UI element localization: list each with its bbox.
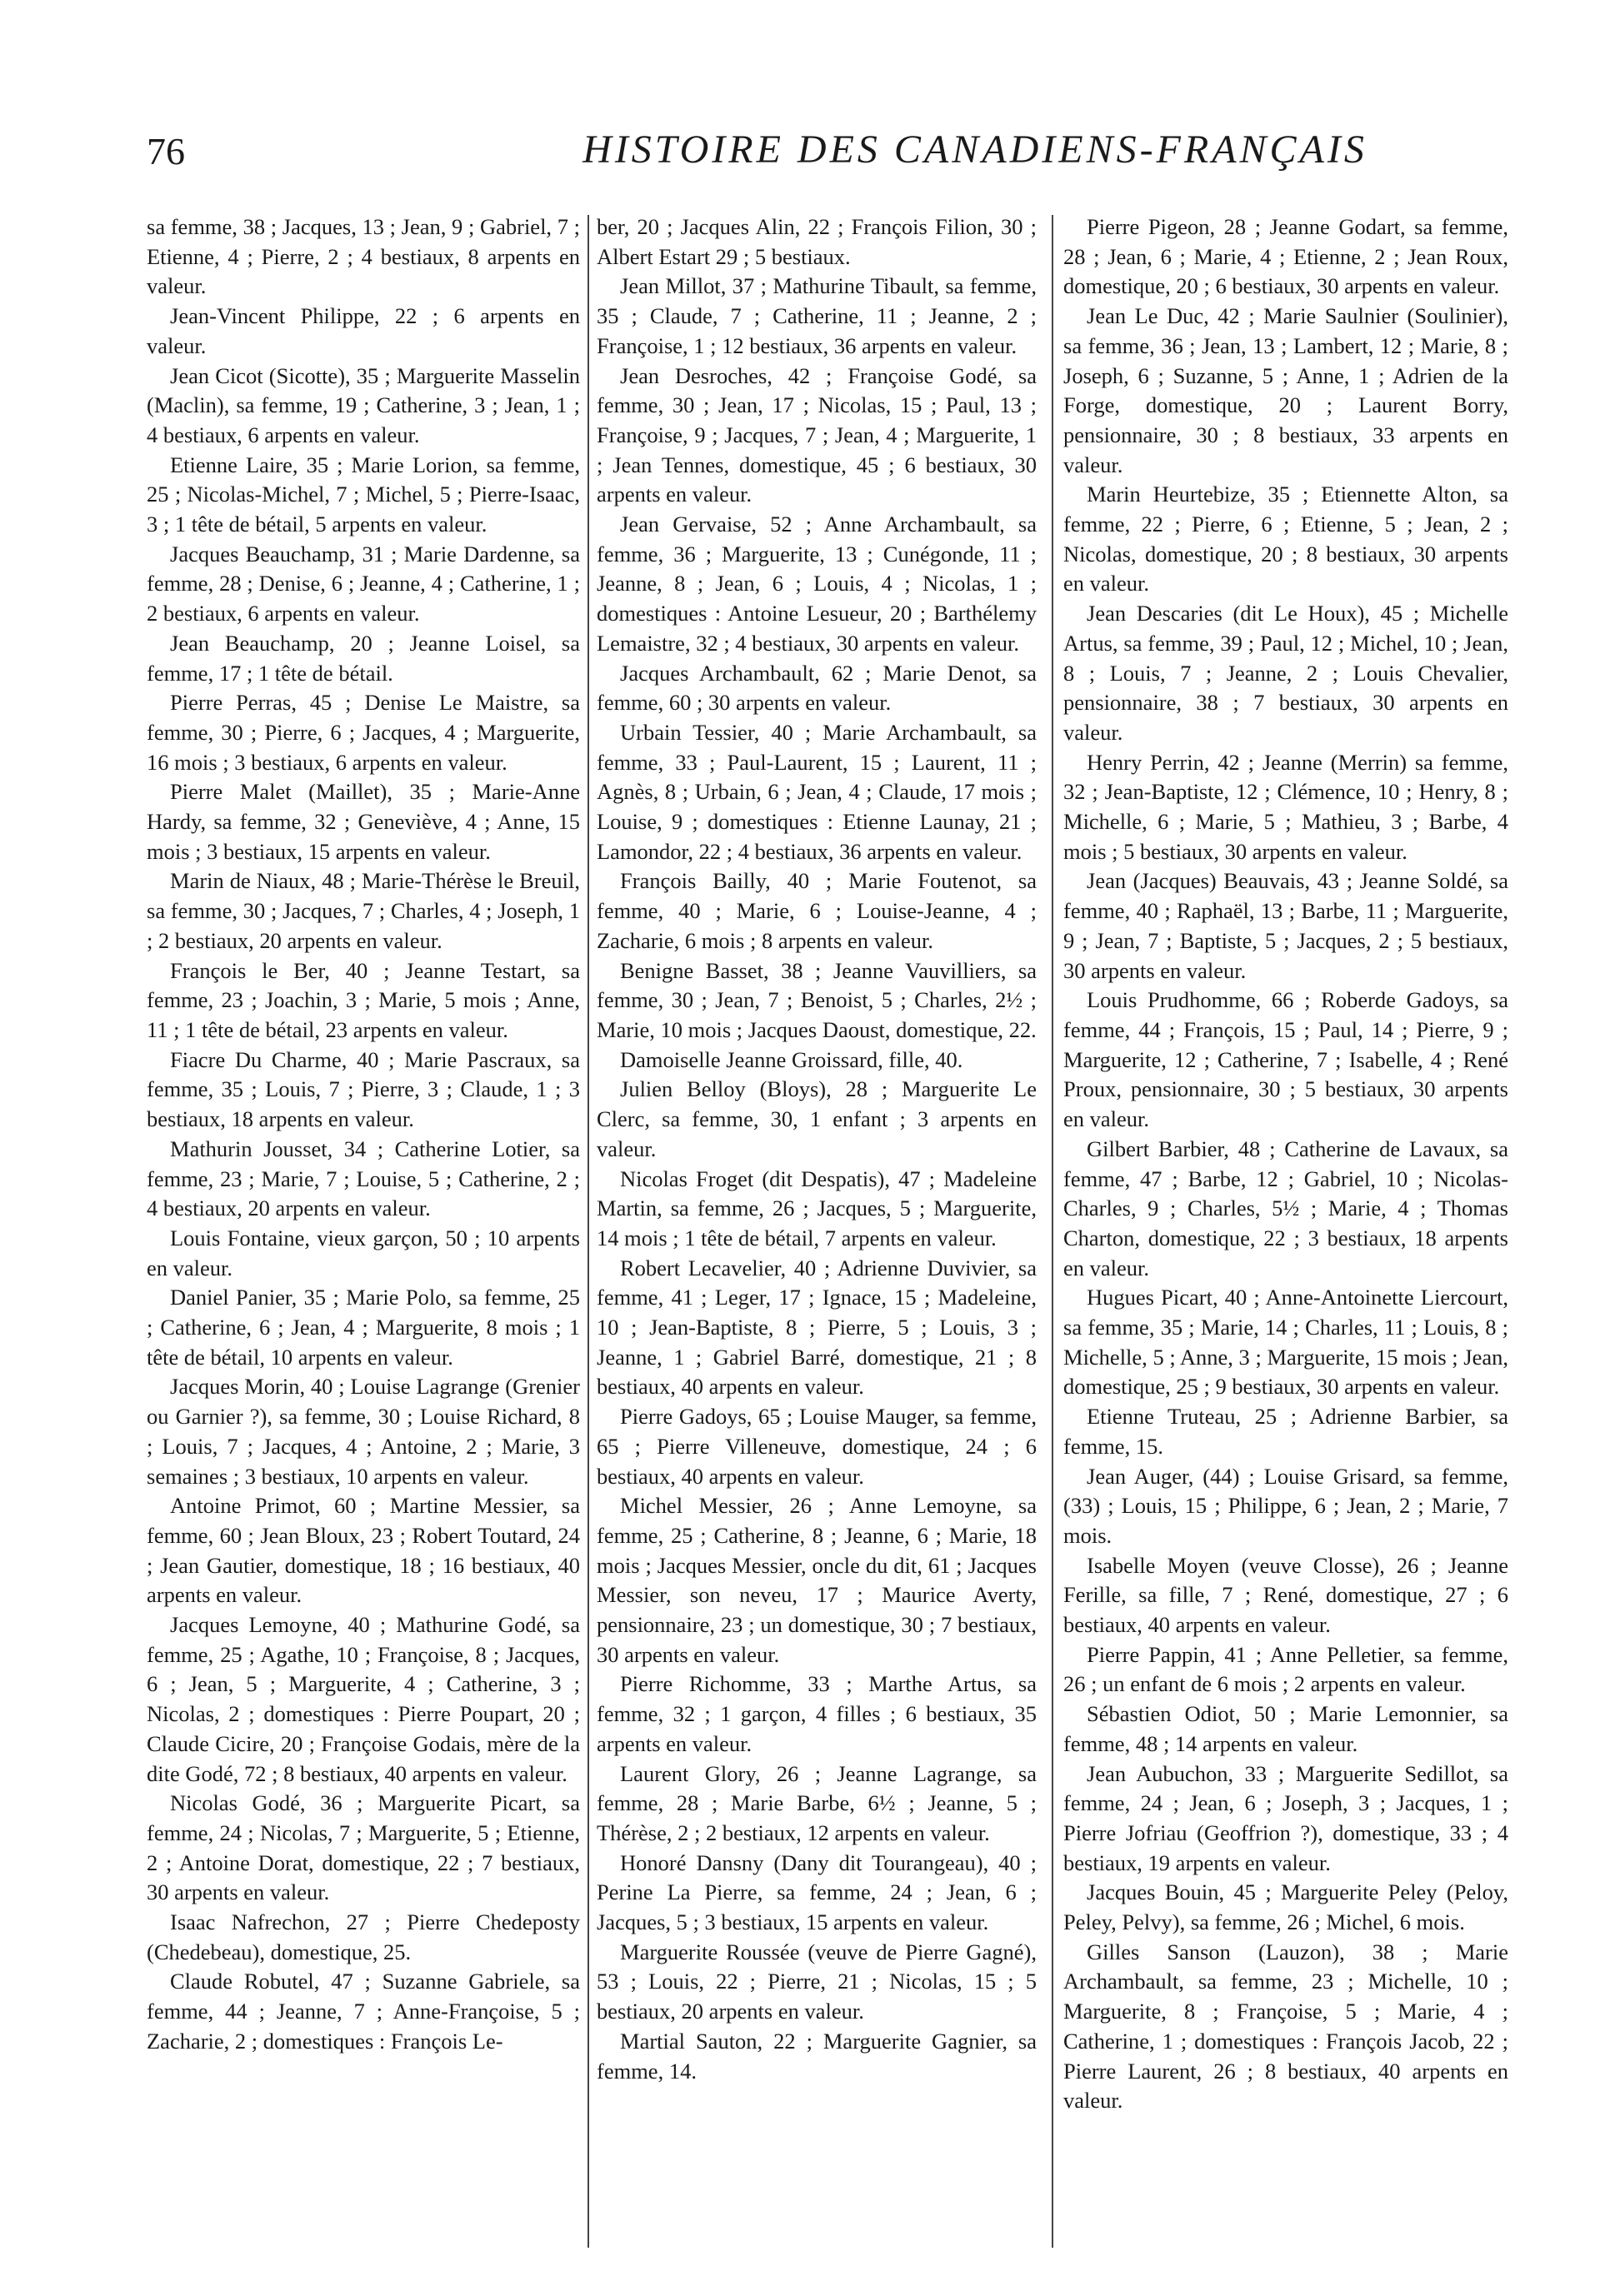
household-entry: Pierre Gadoys, 65 ; Louise Mauger, sa femme, 65 ; Pierre Villeneuve, domestique, 24 ; 6 bestiaux, 40 arpents en valeur. — [597, 1404, 1037, 1489]
household-entry: Henry Perrin, 42 ; Jeanne (Merrin) sa femme, 32 ; Jean-Baptiste, 12 ; Clémence, 10 ; Henry, 8 ; Michelle, 6 ; Marie, 5 ; Mathieu, 3 ; Barbe, 4 mois ; 5 bestiaux, 30 arpents en valeur. — [1063, 749, 1508, 864]
household-entry: François le Ber, 40 ; Jeanne Testart, sa femme, 23 ; Joachin, 3 ; Marie, 5 mois ; Anne, 11 ; 1 tête de bétail, 23 arpents en valeur. — [147, 957, 580, 1042]
household-entry: Isabelle Moyen (veuve Closse), 26 ; Jeanne Ferille, sa fille, 7 ; René, domestique, 27 ; 6 bestiaux, 40 arpents en valeur. — [1063, 1552, 1508, 1638]
household-entry: Laurent Glory, 26 ; Jeanne Lagrange, sa femme, 28 ; Marie Barbe, 6½ ; Jeanne, 5 ; Thérèse, 2 ; 2 bestiaux, 12 arpents en valeur. — [597, 1760, 1037, 1845]
household-entry: François Bailly, 40 ; Marie Foutenot, sa femme, 40 ; Marie, 6 ; Louise-Jeanne, 4 ; Zacharie, 6 mois ; 8 arpents en valeur. — [597, 868, 1037, 953]
household-entry: Antoine Primot, 60 ; Martine Messier, sa femme, 60 ; Jean Bloux, 23 ; Robert Toutard, 24 ; Jean Gautier, domestique, 18 ; 16 bestiaux, 40 arpents en valeur. — [147, 1493, 580, 1608]
household-entry: Etienne Truteau, 25 ; Adrienne Barbier, sa femme, 15. — [1063, 1404, 1508, 1459]
household-entry: Marin de Niaux, 48 ; Marie-Thérèse le Breuil, sa femme, 30 ; Jacques, 7 ; Charles, 4 ; Joseph, 1 ; 2 bestiaux, 20 arpents en valeur. — [147, 868, 580, 953]
household-entry: Gilbert Barbier, 48 ; Catherine de Lavaux, sa femme, 47 ; Barbe, 12 ; Gabriel, 10 ; Nicolas-Charles, 9 ; Charles, 5½ ; Marie, 4 ; Thomas Charton, domestique, 22 ; 3 bestiaux, 18 arpents en valeur. — [1063, 1136, 1508, 1280]
household-entry: Etienne Laire, 35 ; Marie Lorion, sa femme, 25 ; Nicolas-Michel, 7 ; Michel, 5 ; Pierre-Isaac, 3 ; 1 tête de bétail, 5 arpents en valeur. — [147, 452, 580, 537]
household-entry: sa femme, 38 ; Jacques, 13 ; Jean, 9 ; Gabriel, 7 ; Etienne, 4 ; Pierre, 2 ; 4 bestiaux, 8 arpents en valeur. — [147, 214, 580, 299]
household-entry: Jacques Bouin, 45 ; Marguerite Peley (Peloy, Peley, Pelvy), sa femme, 26 ; Michel, 6 mois. — [1063, 1879, 1508, 1935]
census-column-2 — [597, 212, 1037, 2086]
household-entry: Jean Aubuchon, 33 ; Marguerite Sedillot, sa femme, 24 ; Jean, 6 ; Joseph, 3 ; Jacques, 1 ; Pierre Jofriau (Geoffrion ?), domestique, 33 ; 4 bestiaux, 19 arpents en valeur. — [1063, 1760, 1508, 1875]
column-divider — [1052, 215, 1053, 2248]
household-entry: Jean-Vincent Philippe, 22 ; 6 arpents en valeur. — [147, 303, 580, 358]
household-entry: Jean Auger, (44) ; Louise Grisard, sa femme, (33) ; Louis, 15 ; Philippe, 6 ; Jean, 2 ; Marie, 7 mois. — [1063, 1463, 1508, 1548]
household-entry: Jean Gervaise, 52 ; Anne Archambault, sa femme, 36 ; Marguerite, 13 ; Cunégonde, 11 ; Jeanne, 8 ; Jean, 6 ; Louis, 4 ; Nicolas, 1 ; domestiques : Antoine Lesueur, 20 ; Barthélemy Lemaistre, 32 ; 4 bestiaux, 30 arpents en valeur. — [597, 512, 1037, 656]
household-entry: Michel Messier, 26 ; Anne Lemoyne, sa femme, 25 ; Catherine, 8 ; Jeanne, 6 ; Marie, 18 mois ; Jacques Messier, oncle du dit, 61 ; Jacques Messier, son neveu, 17 ; Maurice Averty, pensionnaire, 23 ; un domestique, 30 ; 7 bestiaux, 30 arpents en valeur. — [597, 1493, 1037, 1667]
household-entry: Fiacre Du Charme, 40 ; Marie Pascraux, sa femme, 35 ; Louis, 7 ; Pierre, 3 ; Claude, 1 ; 3 bestiaux, 18 arpents en valeur. — [147, 1046, 580, 1132]
household-entry: Pierre Malet (Maillet), 35 ; Marie-Anne Hardy, sa femme, 32 ; Geneviève, 4 ; Anne, 15 mois ; 3 bestiaux, 15 arpents en valeur. — [147, 779, 580, 864]
household-entry: Pierre Pigeon, 28 ; Jeanne Godart, sa femme, 28 ; Jean, 6 ; Marie, 4 ; Etienne, 2 ; Jean Roux, domestique, 20 ; 6 bestiaux, 30 arpents en valeur. — [1063, 214, 1508, 299]
page-number: 76 — [147, 130, 185, 172]
household-entry: Jacques Lemoyne, 40 ; Mathurine Godé, sa femme, 25 ; Agathe, 10 ; Françoise, 8 ; Jacques, 6 ; Jean, 5 ; Marguerite, 4 ; Catherine, 3 ; Nicolas, 2 ; domestiques : Pierre Poupart, 20 ; Claude Cicire, 20 ; Françoise Godais, mère de la dite Godé, 72 ; 8 bestiaux, 40 arpents en valeur. — [147, 1612, 580, 1786]
household-entry: Pierre Pappin, 41 ; Anne Pelletier, sa femme, 26 ; un enfant de 6 mois ; 2 arpents en valeur. — [1063, 1641, 1508, 1697]
household-entry: Jean (Jacques) Beauvais, 43 ; Jeanne Soldé, sa femme, 40 ; Raphaël, 13 ; Barbe, 11 ; Marguerite, 9 ; Jean, 7 ; Baptiste, 5 ; Jacques, 2 ; 5 bestiaux, 30 arpents en valeur. — [1063, 868, 1508, 983]
household-entry: Jacques Morin, 40 ; Louise Lagrange (Grenier ou Garnier ?), sa femme, 30 ; Louise Richard, 8 ; Louis, 7 ; Jacques, 4 ; Antoine, 2 ; Marie, 3 semaines ; 3 bestiaux, 10 arpents en valeur. — [147, 1374, 580, 1489]
household-entry: Jean Cicot (Sicotte), 35 ; Marguerite Masselin (Maclin), sa femme, 19 ; Catherine, 3 ; Jean, 1 ; 4 bestiaux, 6 arpents en valeur. — [147, 362, 580, 447]
household-entry: Jean Beauchamp, 20 ; Jeanne Loisel, sa femme, 17 ; 1 tête de bétail. — [147, 630, 580, 686]
household-entry: Sébastien Odiot, 50 ; Marie Lemonnier, sa femme, 48 ; 14 arpents en valeur. — [1063, 1701, 1508, 1756]
household-entry: Robert Lecavelier, 40 ; Adrienne Duvivier, sa femme, 41 ; Leger, 17 ; Ignace, 15 ; Madeleine, 10 ; Jean-Baptiste, 8 ; Pierre, 5 ; Louis, 3 ; Jeanne, 1 ; Gabriel Barré, domestique, 21 ; 8 bestiaux, 40 arpents en valeur. — [597, 1255, 1037, 1400]
household-entry: Jacques Beauchamp, 31 ; Marie Dardenne, sa femme, 28 ; Denise, 6 ; Jeanne, 4 ; Catherine, 1 ; 2 bestiaux, 6 arpents en valeur. — [147, 541, 580, 626]
census-column-1 — [147, 212, 580, 2057]
column-divider — [588, 215, 589, 2248]
census-column-3 — [1063, 212, 1508, 2116]
household-entry: Jacques Archambault, 62 ; Marie Denot, sa femme, 60 ; 30 arpents en valeur. — [597, 660, 1037, 716]
household-entry: Nicolas Froget (dit Despatis), 47 ; Madeleine Martin, sa femme, 26 ; Jacques, 5 ; Marguerite, 14 mois ; 1 tête de bétail, 7 arpents en valeur. — [597, 1165, 1037, 1250]
household-entry: Mathurin Jousset, 34 ; Catherine Lotier, sa femme, 23 ; Marie, 7 ; Louise, 5 ; Catherine, 2 ; 4 bestiaux, 20 arpents en valeur. — [147, 1136, 580, 1221]
household-entry: Benigne Basset, 38 ; Jeanne Vauvilliers, sa femme, 30 ; Jean, 7 ; Benoist, 5 ; Charles, 2½ ; Marie, 10 mois ; Jacques Daoust, domestique, 22. — [597, 957, 1037, 1042]
household-entry: Marguerite Roussée (veuve de Pierre Gagné), 53 ; Louis, 22 ; Pierre, 21 ; Nicolas, 15 ; 5 bestiaux, 20 arpents en valeur. — [597, 1939, 1037, 2024]
household-entry: Urbain Tessier, 40 ; Marie Archambault, sa femme, 33 ; Paul-Laurent, 15 ; Laurent, 11 ; Agnès, 8 ; Urbain, 6 ; Jean, 4 ; Claude, 17 mois ; Louise, 9 ; domestiques : Etienne Launay, 21 ; Lamondor, 22 ; 4 bestiaux, 36 arpents en valeur. — [597, 719, 1037, 864]
household-entry: Marin Heurtebize, 35 ; Etiennette Alton, sa femme, 22 ; Pierre, 6 ; Etienne, 5 ; Jean, 2 ; Nicolas, domestique, 20 ; 8 bestiaux, 30 arpents en valeur. — [1063, 482, 1508, 596]
household-entry: Jean Millot, 37 ; Mathurine Tibault, sa femme, 35 ; Claude, 7 ; Catherine, 11 ; Jeanne, 2 ; Françoise, 1 ; 12 bestiaux, 36 arpents en valeur. — [597, 273, 1037, 358]
household-entry: Louis Prudhomme, 66 ; Roberde Gadoys, sa femme, 44 ; François, 15 ; Paul, 14 ; Pierre, 9 ; Marguerite, 12 ; Catherine, 7 ; Isabelle, 4 ; René Proux, pensionnaire, 30 ; 5 bestiaux, 30 arpents en valeur. — [1063, 987, 1508, 1132]
household-entry: Claude Robutel, 47 ; Suzanne Gabriele, sa femme, 44 ; Jeanne, 7 ; Anne-Françoise, 5 ; Zacharie, 2 ; domestiques : François Le- — [147, 1969, 580, 2054]
household-entry: Jean Le Duc, 42 ; Marie Saulnier (Soulinier), sa femme, 36 ; Jean, 13 ; Lambert, 12 ; Marie, 8 ; Joseph, 6 ; Suzanne, 5 ; Anne, 1 ; Adrien de la Forge, domestique, 20 ; Laurent Borry, pensionnaire, 30 ; 8 bestiaux, 33 arpents en valeur. — [1063, 303, 1508, 477]
household-entry: Pierre Richomme, 33 ; Marthe Artus, sa femme, 32 ; 1 garçon, 4 filles ; 6 bestiaux, 35 arpents en valeur. — [597, 1671, 1037, 1756]
household-entry: Daniel Panier, 35 ; Marie Polo, sa femme, 25 ; Catherine, 6 ; Jean, 4 ; Marguerite, 8 mois ; 1 tête de bétail, 10 arpents en valeur. — [147, 1285, 580, 1370]
household-entry: ber, 20 ; Jacques Alin, 22 ; François Filion, 30 ; Albert Estart 29 ; 5 bestiaux. — [597, 214, 1037, 269]
household-entry: Hugues Picart, 40 ; Anne-Antoinette Liercourt, sa femme, 35 ; Marie, 14 ; Charles, 11 ; Louis, 8 ; Michelle, 5 ; Anne, 3 ; Marguerite, 15 mois ; Jean, domestique, 25 ; 9 bestiaux, 30 arpents en valeur. — [1063, 1285, 1508, 1400]
household-entry: Nicolas Godé, 36 ; Marguerite Picart, sa femme, 24 ; Nicolas, 7 ; Marguerite, 5 ; Etienne, 2 ; Antoine Dorat, domestique, 22 ; 7 bestiaux, 30 arpents en valeur. — [147, 1790, 580, 1905]
household-entry: Jean Desroches, 42 ; Françoise Godé, sa femme, 30 ; Jean, 17 ; Nicolas, 15 ; Paul, 13 ; Françoise, 9 ; Jacques, 7 ; Jean, 4 ; Marguerite, 1 ; Jean Tennes, domestique, 45 ; 6 bestiaux, 30 arpents en valeur. — [597, 362, 1037, 507]
household-entry: Isaac Nafrechon, 27 ; Pierre Chedeposty (Chedebeau), domestique, 25. — [147, 1909, 580, 1964]
household-entry: Pierre Perras, 45 ; Denise Le Maistre, sa femme, 30 ; Pierre, 6 ; Jacques, 4 ; Marguerite, 16 mois ; 3 bestiaux, 6 arpents en valeur. — [147, 690, 580, 775]
household-entry: Louis Fontaine, vieux garçon, 50 ; 10 arpents en valeur. — [147, 1225, 580, 1280]
household-entry: Jean Descaries (dit Le Houx), 45 ; Michelle Artus, sa femme, 39 ; Paul, 12 ; Michel, 10 ; Jean, 8 ; Louis, 7 ; Jeanne, 2 ; Louis Chevalier, pensionnaire, 38 ; 7 bestiaux, 30 arpents en valeur. — [1063, 601, 1508, 745]
household-entry: Martial Sauton, 22 ; Marguerite Gagnier, sa femme, 14. — [597, 2028, 1037, 2084]
household-entry: Julien Belloy (Bloys), 28 ; Marguerite Le Clerc, sa femme, 30, 1 enfant ; 3 arpents en valeur. — [597, 1076, 1037, 1161]
household-entry: Honoré Dansny (Dany dit Tourangeau), 40 ; Perine La Pierre, sa femme, 24 ; Jean, 6 ; Jacques, 5 ; 3 bestiaux, 15 arpents en valeur. — [597, 1849, 1037, 1935]
household-entry: Damoiselle Jeanne Groissard, fille, 40. — [620, 1046, 963, 1072]
running-title: HISTOIRE DES CANADIENS-FRANÇAIS — [582, 127, 1368, 172]
household-entry: Gilles Sanson (Lauzon), 38 ; Marie Archambault, sa femme, 23 ; Michelle, 10 ; Marguerite, 8 ; Françoise, 5 ; Marie, 4 ; Catherine, 1 ; domestiques : François Jacob, 22 ; Pierre Laurent, 26 ; 8 bestiaux, 40 arpents en valeur. — [1063, 1939, 1508, 2114]
